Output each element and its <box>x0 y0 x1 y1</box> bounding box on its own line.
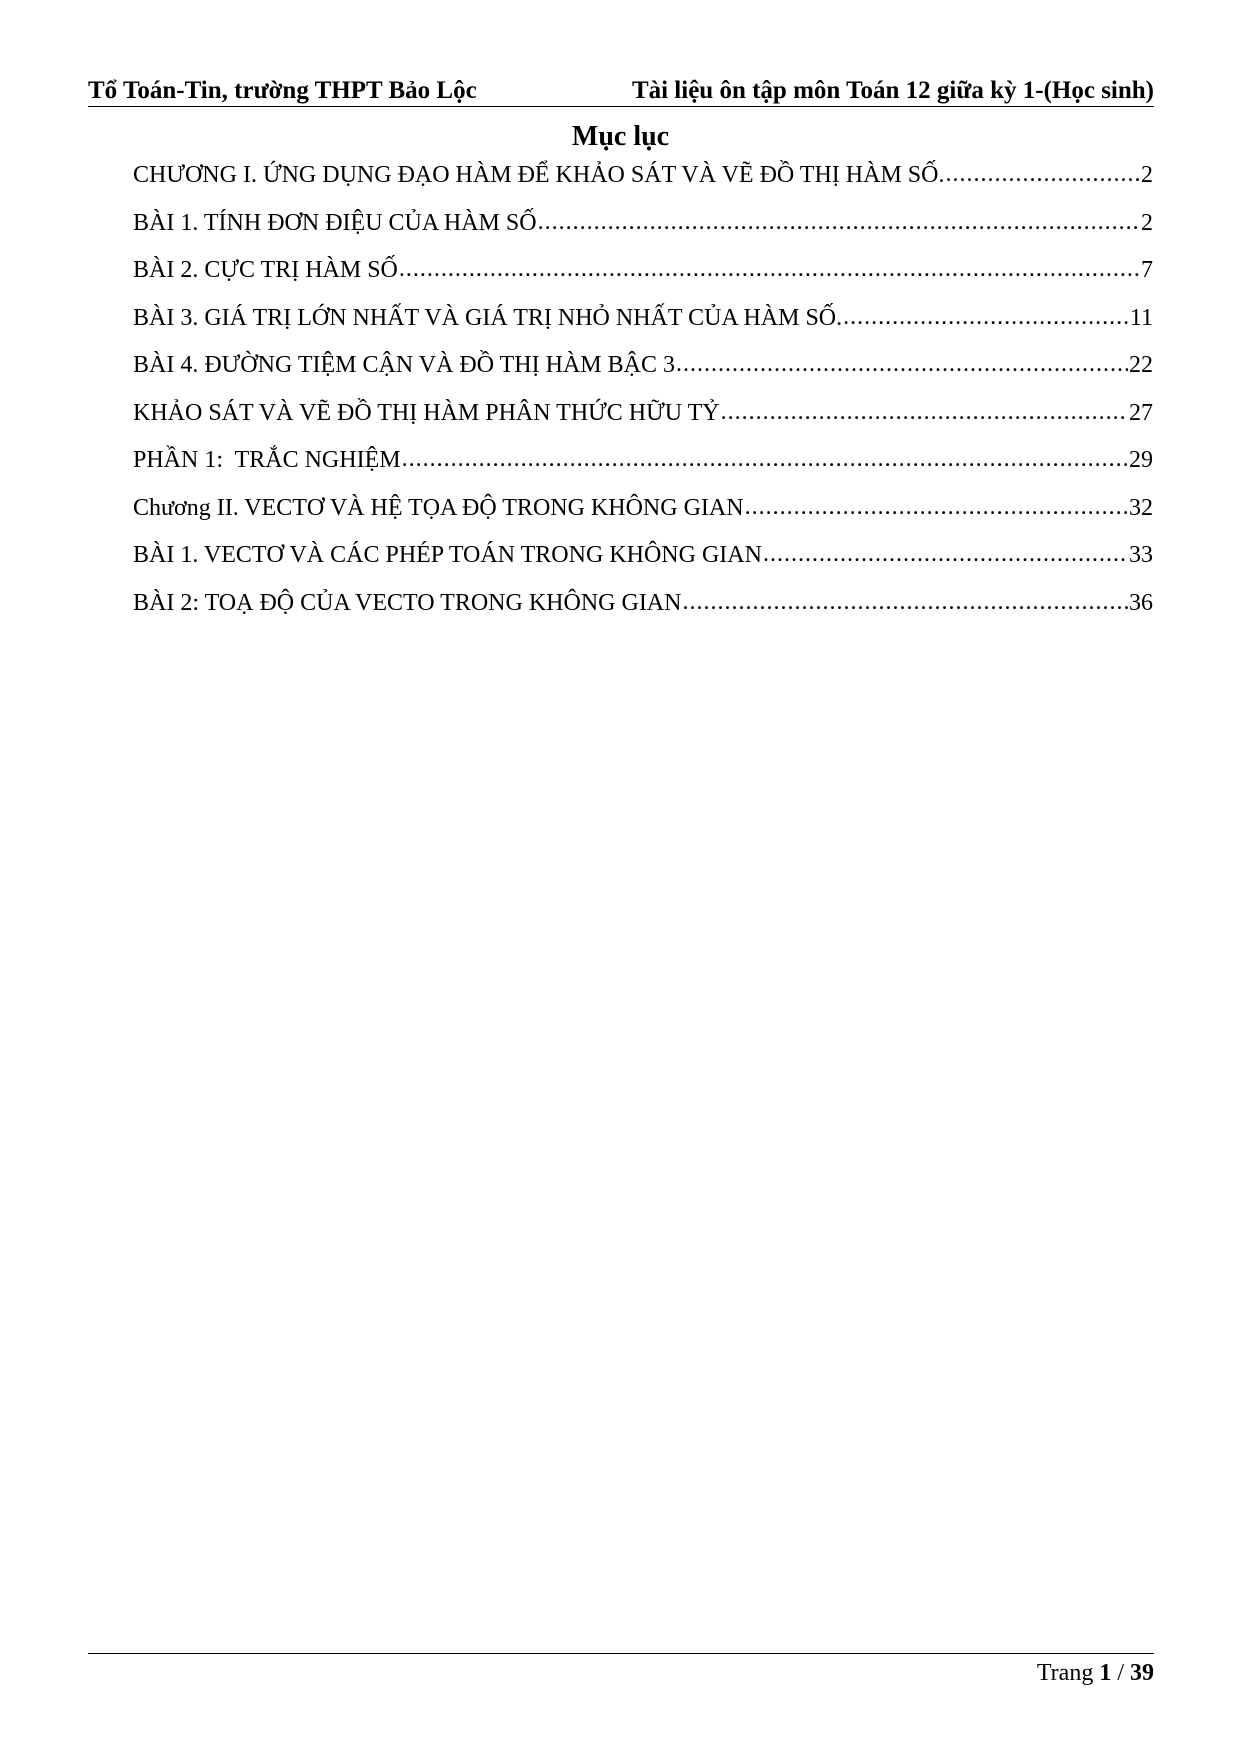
toc-entry-title: Chương II. VECTƠ VÀ HỆ TỌA ĐỘ TRONG KHÔNG GIAN <box>133 494 744 521</box>
toc-entry-page: 27 <box>1129 399 1153 426</box>
toc-dot-leader <box>763 539 1128 569</box>
toc-entry-title: BÀI 2. CỰC TRỊ HÀM SỐ <box>133 257 398 283</box>
toc-entry-title: CHƯƠNG I. ỨNG DỤNG ĐẠO HÀM ĐỂ KHẢO SÁT VÀ VẼ ĐỒ THỊ HÀM SỐ. <box>133 162 945 188</box>
toc-dot-leader <box>745 492 1128 522</box>
page-footer <box>1037 1658 1154 1688</box>
toc-entry-page: 7 <box>1141 257 1153 283</box>
toc-entry-chapter-2-lesson-1[interactable] <box>133 540 1153 588</box>
toc-entry-lesson-2[interactable] <box>133 255 1153 303</box>
toc-dot-leader <box>682 587 1128 617</box>
toc-entry-chapter-2-lesson-2[interactable] <box>133 588 1153 636</box>
toc-entry-title: BÀI 1. VECTƠ VÀ CÁC PHÉP TOÁN TRONG KHÔNG GIAN <box>133 542 762 568</box>
toc-title: Mục lục <box>571 121 670 152</box>
toc-entry-page: 29 <box>1129 447 1153 473</box>
toc-entry-page: 2 <box>1141 162 1153 188</box>
header-document-title: Tài liệu ôn tập môn Toán 12 giữa kỳ 1-(Học sinh) <box>631 77 1154 104</box>
toc-entry-rational-functions[interactable] <box>133 398 1153 446</box>
toc-entry-title: PHẦN 1: TRẮC NGHIỆM <box>133 447 401 473</box>
toc-dot-leader <box>843 302 1129 332</box>
toc-entry-title: KHẢO SÁT VÀ VẼ ĐỒ THỊ HÀM PHÂN THỨC HỮU TỶ <box>133 399 720 426</box>
footer-separator: / <box>1117 1660 1124 1686</box>
footer-total-pages: 39 <box>1130 1660 1154 1686</box>
toc-dot-leader <box>945 159 1140 189</box>
toc-entry-title: BÀI 2: TOẠ ĐỘ CỦA VECTO TRONG KHÔNG GIAN <box>133 589 682 616</box>
toc-entry-page: 22 <box>1129 352 1153 378</box>
toc-entry-page: 11 <box>1129 304 1153 331</box>
toc-entry-lesson-3[interactable] <box>133 303 1153 351</box>
header-department: Tổ Toán-Tin, trường THPT Bảo Lộc <box>88 77 477 104</box>
toc-entry-part-1[interactable] <box>133 445 1153 493</box>
table-of-contents <box>133 160 1153 635</box>
toc-dot-leader <box>399 254 1140 284</box>
toc-entry-chapter-1[interactable] <box>133 160 1153 208</box>
toc-entry-page: 33 <box>1129 542 1153 568</box>
toc-entry-title: BÀI 3. GIÁ TRỊ LỚN NHẤT VÀ GIÁ TRỊ NHỎ NHẤT CỦA HÀM SỐ. <box>133 304 843 331</box>
footer-divider <box>88 1653 1154 1654</box>
toc-dot-leader <box>402 444 1128 474</box>
footer-current-page: 1 <box>1099 1660 1112 1686</box>
page-header <box>88 76 1154 106</box>
toc-entry-page: 36 <box>1129 589 1153 616</box>
header-divider <box>88 106 1154 107</box>
toc-entry-title: BÀI 1. TÍNH ĐƠN ĐIỆU CỦA HÀM SỐ <box>133 209 537 236</box>
toc-dot-leader <box>676 349 1128 379</box>
toc-entry-page: 2 <box>1141 209 1153 236</box>
toc-entry-lesson-4[interactable] <box>133 350 1153 398</box>
toc-entry-title: BÀI 4. ĐƯỜNG TIỆM CẬN VÀ ĐỒ THỊ HÀM BẬC 3 <box>133 352 675 378</box>
footer-page-label: Trang <box>1036 1660 1094 1686</box>
toc-entry-chapter-2[interactable] <box>133 493 1153 541</box>
toc-dot-leader <box>538 207 1140 237</box>
toc-dot-leader <box>721 397 1128 427</box>
toc-entry-page: 32 <box>1129 494 1153 521</box>
toc-entry-lesson-1[interactable] <box>133 208 1153 256</box>
